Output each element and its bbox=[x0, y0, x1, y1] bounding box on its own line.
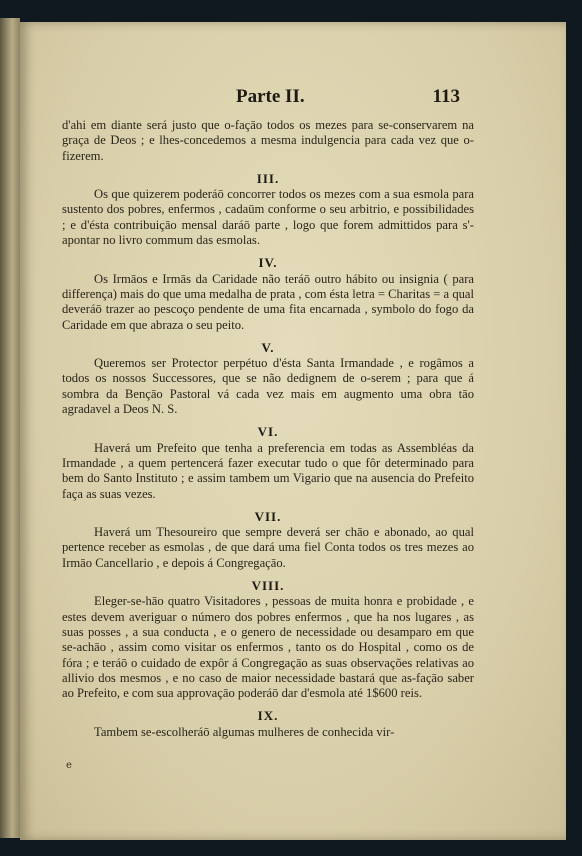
facing-page-edge bbox=[0, 18, 20, 838]
margin-mark: e bbox=[66, 760, 72, 771]
paragraph-4: Os Irmāos e Irmās da Caridade não teráō outro hábito ou insignia ( para differença) mais do que uma medalha de prata , com ésta letra = Charitas = a qual deveráō trazer ao pescoço pendente de uma fita encarnada , symbolo do fogo da Caridade em que abraza o seu peito. bbox=[62, 271, 474, 332]
section-heading-4: IV. bbox=[258, 255, 278, 271]
section-heading-7: VII. bbox=[254, 508, 282, 524]
page-number: 113 bbox=[432, 86, 460, 107]
page-body bbox=[62, 118, 474, 740]
paragraph-9: Tambem se-escolheráō algumas mulheres de conhecida vir- bbox=[94, 724, 395, 739]
paragraph-intro: d'ahi em diante será justo que o-façāo todos os mezes para se-conservarem na graça de Deos ; e lhes-concedemos a mesma indulgencia para cada vez que o-fizerem. bbox=[62, 118, 474, 163]
paragraph-8: Eleger-se-hāo quatro Visitadores , pessoas de muita honra e probidade , e estes devem averiguar o número dos pobres enfermos , que ha nos lugares , as suas posses , a sua conducta , e o genero de necessidade ou desamparo em que se-achāo , assim como visitar os enfermos , tanto os do Hospital , como os de fóra ; e teráō o cuidado de expôr á Congregaçāo as suas observações relativas ao allivio dos mesmos , e no caso de maior necessidade bastará que as-façāo saber ao Prefeito, e com sua approvaçāo poderáō dar d'esmola até 1$600 reis. bbox=[62, 594, 474, 701]
section-heading-9: IX. bbox=[257, 708, 279, 724]
section-heading-6: VI. bbox=[257, 424, 279, 440]
book-page bbox=[20, 22, 566, 840]
page-header bbox=[80, 86, 460, 112]
section-heading-8: VIII. bbox=[251, 578, 285, 594]
paragraph-7: Haverá um Thesoureiro que sempre deverá ser chāo e abonado, ao qual pertence receber as esmolas , de que dará uma fiel Conta todos os tres mezes ao Irmāo Cancellario , e depois á Congregaçāo. bbox=[62, 525, 474, 570]
paragraph-5: Queremos ser Protector perpétuo d'ésta Santa Irmandade , e rogâmos a todos os nossos Successores, que se não dedignem de o-serem ; para que á sombra da Bençāo Pastoral vá cada vez mais em augmento uma obra tāo agradavel a Deos N. S. bbox=[62, 356, 474, 417]
section-heading-5: V. bbox=[261, 339, 275, 355]
paragraph-6: Haverá um Prefeito que tenha a preferencia em todas as Assembléas da Irmandade , a quem pertencerá fazer executar tudo o que fôr determinado para bem do Santo Instituto ; e assim tambem um Vigario que na ausencia do Prefeito faça as suas vezes. bbox=[62, 440, 474, 501]
section-heading-3: III. bbox=[256, 170, 280, 186]
paragraph-3: Os que quizerem poderáō concorrer todos os mezes com a sua esmola para sustento dos pobres, enfermos , cadaūm conforme o seu arbitrio, e possibilidades ; e d'ésta contribuiçāo mensal daráō parte , logo que forem admittidos para s'-apontar no livro commum das esmolas. bbox=[62, 187, 474, 248]
running-title: Parte II. bbox=[236, 86, 305, 107]
